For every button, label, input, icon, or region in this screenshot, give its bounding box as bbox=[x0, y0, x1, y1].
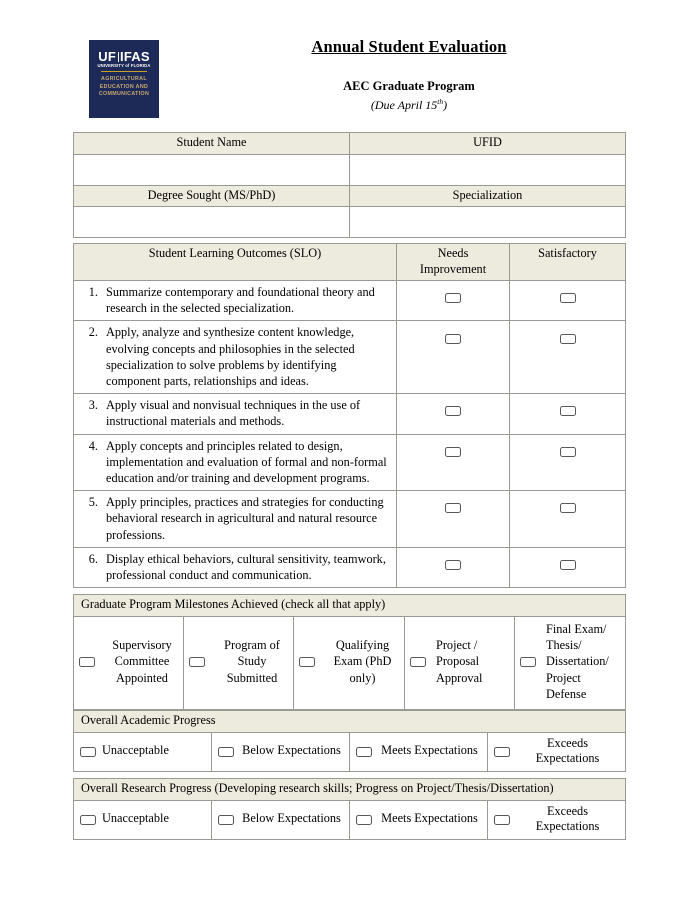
due-suffix: ) bbox=[443, 98, 448, 112]
checkbox-icon[interactable] bbox=[445, 503, 461, 513]
logo-uf-text: UF bbox=[98, 49, 117, 64]
table-row bbox=[74, 321, 626, 394]
student-learning-outcomes-table bbox=[73, 243, 626, 588]
logo-ifas-text: IFAS bbox=[120, 49, 150, 64]
slo-number: 1. bbox=[88, 285, 98, 299]
progress-checkbox[interactable] bbox=[494, 744, 516, 759]
logo-rule bbox=[101, 71, 147, 72]
slo-number: 3. bbox=[88, 398, 98, 413]
needs-improvement-header bbox=[397, 244, 510, 281]
progress-option-cell[interactable] bbox=[74, 800, 212, 839]
slo-satisfactory-checkbox-cell[interactable] bbox=[510, 491, 626, 548]
checkbox-icon[interactable] bbox=[560, 293, 576, 303]
student-identity-table bbox=[73, 132, 626, 238]
checkbox-icon[interactable] bbox=[410, 657, 426, 667]
checkbox-icon[interactable] bbox=[356, 815, 372, 825]
checkbox-icon[interactable] bbox=[560, 560, 576, 570]
slo-needs-improvement-checkbox-cell[interactable] bbox=[397, 394, 510, 434]
milestones-table bbox=[73, 594, 626, 710]
progress-option-label: Unacceptable bbox=[102, 743, 169, 758]
progress-checkbox[interactable] bbox=[80, 744, 102, 759]
slo-number: 2. bbox=[88, 325, 98, 340]
progress-option-label: Exceeds Expectations bbox=[535, 803, 600, 834]
checkbox-icon[interactable] bbox=[560, 447, 576, 457]
table-row bbox=[74, 185, 626, 207]
ufid-input[interactable] bbox=[350, 154, 626, 185]
slo-needs-improvement-checkbox-cell[interactable] bbox=[397, 491, 510, 548]
slo-outcome-cell bbox=[74, 281, 397, 321]
table-row bbox=[74, 547, 626, 587]
progress-option-label: Meets Expectations bbox=[381, 743, 478, 758]
ufid-header: UFID bbox=[350, 133, 626, 155]
checkbox-icon[interactable] bbox=[445, 293, 461, 303]
checkbox-icon[interactable] bbox=[494, 747, 510, 757]
table-row bbox=[74, 434, 626, 491]
logo-department-line-3: COMMUNICATION bbox=[98, 91, 150, 98]
satisfactory-header: Satisfactory bbox=[510, 244, 626, 281]
table-row bbox=[74, 491, 626, 548]
progress-option-label: Below Expectations bbox=[242, 811, 341, 826]
milestone-checkbox[interactable] bbox=[520, 654, 544, 669]
slo-outcome-text: Apply visual and nonvisual techniques in the use of instructional materials and methods. bbox=[106, 398, 361, 429]
checkbox-icon[interactable] bbox=[218, 815, 234, 825]
progress-option-label: Exceeds Expectations bbox=[535, 735, 600, 766]
checkbox-icon[interactable] bbox=[445, 334, 461, 344]
table-header-row bbox=[74, 711, 626, 733]
progress-option-cell[interactable] bbox=[212, 732, 350, 771]
table-row bbox=[74, 154, 626, 185]
milestone-checkbox[interactable] bbox=[410, 654, 434, 669]
needs-improvement-header-line-1: Needs bbox=[437, 246, 469, 260]
progress-option-label: Below Expectations bbox=[242, 743, 341, 758]
table-row bbox=[74, 281, 626, 321]
milestone-label: Program of Study Submitted bbox=[224, 637, 280, 685]
progress-option-cell[interactable] bbox=[74, 732, 212, 771]
logo-divider-bar bbox=[118, 52, 119, 62]
milestones-header: Graduate Program Milestones Achieved (check all that apply) bbox=[74, 595, 626, 617]
slo-number: 4. bbox=[88, 438, 98, 453]
page-title: Annual Student Evaluation bbox=[311, 37, 507, 56]
uf-ifas-logo bbox=[89, 40, 159, 118]
checkbox-icon[interactable] bbox=[445, 560, 461, 570]
table-row bbox=[74, 800, 626, 839]
slo-outcome-text: Apply concepts and principles related to design, implementation and evaluation of formal and non-formal education and/or training and development programs. bbox=[106, 438, 387, 486]
checkbox-icon[interactable] bbox=[560, 334, 576, 344]
progress-option-label: Unacceptable bbox=[102, 811, 169, 826]
progress-checkbox[interactable] bbox=[218, 812, 240, 827]
milestone-checkbox[interactable] bbox=[189, 654, 213, 669]
table-row bbox=[74, 732, 626, 771]
slo-needs-improvement-checkbox-cell[interactable] bbox=[397, 281, 510, 321]
student-name-header: Student Name bbox=[74, 133, 350, 155]
slo-outcome-text: Apply, analyze and synthesize content knowledge, evolving concepts and philosophies in the selected specialization to solve problems by identifying component parts, relationships and ideas. bbox=[106, 325, 355, 389]
progress-option-cell[interactable] bbox=[350, 732, 488, 771]
checkbox-icon[interactable] bbox=[299, 657, 315, 667]
slo-outcome-text: Display ethical behaviors, cultural sensitivity, teamwork, professional conduct and communication. bbox=[106, 551, 386, 583]
slo-satisfactory-checkbox-cell[interactable] bbox=[510, 321, 626, 394]
specialization-input[interactable] bbox=[350, 207, 626, 238]
logo-university-text: UNIVERSITY of FLORIDA bbox=[97, 63, 151, 68]
progress-checkbox[interactable] bbox=[494, 812, 516, 827]
form-header bbox=[73, 36, 625, 126]
slo-outcome-cell bbox=[74, 321, 397, 394]
degree-sought-header: Degree Sought (MS/PhD) bbox=[74, 185, 350, 207]
slo-outcome-text: Summarize contemporary and foundational theory and research in the selected specialization. bbox=[106, 285, 375, 316]
milestone-cell[interactable] bbox=[294, 616, 405, 709]
milestone-label: Supervisory Committee Appointed bbox=[112, 637, 172, 685]
milestone-checkbox[interactable] bbox=[79, 654, 103, 669]
academic-progress-header: Overall Academic Progress bbox=[74, 711, 626, 733]
checkbox-icon[interactable] bbox=[445, 447, 461, 457]
specialization-header: Specialization bbox=[350, 185, 626, 207]
milestone-cell[interactable] bbox=[515, 616, 626, 709]
table-header-row bbox=[74, 779, 626, 801]
milestone-label: Final Exam/ Thesis/ Dissertation/ Project Defense bbox=[546, 621, 609, 702]
slo-needs-improvement-checkbox-cell[interactable] bbox=[397, 321, 510, 394]
slo-satisfactory-checkbox-cell[interactable] bbox=[510, 547, 626, 587]
table-row bbox=[74, 616, 626, 709]
milestone-checkbox[interactable] bbox=[299, 654, 323, 669]
logo-department-line-2: EDUCATION AND bbox=[99, 83, 149, 90]
checkbox-icon[interactable] bbox=[356, 747, 372, 757]
table-row bbox=[74, 207, 626, 238]
degree-sought-input[interactable] bbox=[74, 207, 350, 238]
student-name-input[interactable] bbox=[74, 154, 350, 185]
milestone-cell[interactable] bbox=[184, 616, 294, 709]
milestone-cell[interactable] bbox=[74, 616, 184, 709]
slo-satisfactory-checkbox-cell[interactable] bbox=[510, 434, 626, 491]
table-row bbox=[74, 394, 626, 434]
table-row bbox=[74, 133, 626, 155]
logo-department-line-1: AGRICULTURAL bbox=[101, 76, 147, 82]
progress-option-cell[interactable] bbox=[350, 800, 488, 839]
milestone-label: Qualifying Exam (PhD only) bbox=[333, 637, 392, 685]
checkbox-icon[interactable] bbox=[560, 503, 576, 513]
slo-needs-improvement-checkbox-cell[interactable] bbox=[397, 434, 510, 491]
slo-outcome-text: Apply principles, practices and strategies for conducting behavioral research in agricultural and natural resource professions. bbox=[106, 495, 384, 542]
slo-outcome-cell bbox=[74, 434, 397, 491]
slo-satisfactory-checkbox-cell[interactable] bbox=[510, 394, 626, 434]
checkbox-icon[interactable] bbox=[445, 406, 461, 416]
checkbox-icon[interactable] bbox=[560, 406, 576, 416]
table-header-row bbox=[74, 595, 626, 617]
slo-number: 5. bbox=[88, 495, 98, 510]
due-date-note bbox=[193, 94, 625, 113]
title-block bbox=[193, 36, 625, 113]
checkbox-icon[interactable] bbox=[80, 815, 96, 825]
progress-checkbox[interactable] bbox=[356, 812, 378, 827]
slo-satisfactory-checkbox-cell[interactable] bbox=[510, 281, 626, 321]
slo-outcome-cell bbox=[74, 491, 397, 548]
checkbox-icon[interactable] bbox=[520, 657, 536, 667]
research-progress-table bbox=[73, 778, 626, 840]
slo-header: Student Learning Outcomes (SLO) bbox=[74, 244, 397, 281]
needs-improvement-header-line-2: Improvement bbox=[419, 261, 487, 276]
progress-option-cell[interactable] bbox=[488, 800, 626, 839]
progress-option-label: Meets Expectations bbox=[381, 811, 478, 826]
due-ordinal-suffix: th bbox=[437, 97, 444, 106]
checkbox-icon[interactable] bbox=[80, 747, 96, 757]
slo-outcome-cell bbox=[74, 394, 397, 434]
milestone-cell[interactable] bbox=[405, 616, 515, 709]
milestone-label: Project / Proposal Approval bbox=[436, 637, 483, 685]
slo-outcome-cell bbox=[74, 547, 397, 587]
due-prefix: (Due April 15 bbox=[370, 98, 438, 112]
research-progress-header: Overall Research Progress (Developing research skills; Progress on Project/Thesis/Dissertation) bbox=[74, 779, 626, 801]
progress-checkbox[interactable] bbox=[218, 744, 240, 759]
slo-needs-improvement-checkbox-cell[interactable] bbox=[397, 547, 510, 587]
progress-checkbox[interactable] bbox=[80, 812, 102, 827]
progress-option-cell[interactable] bbox=[488, 732, 626, 771]
progress-option-cell[interactable] bbox=[212, 800, 350, 839]
checkbox-icon[interactable] bbox=[494, 815, 510, 825]
checkbox-icon[interactable] bbox=[189, 657, 205, 667]
checkbox-icon[interactable] bbox=[218, 747, 234, 757]
academic-progress-table bbox=[73, 710, 626, 772]
progress-checkbox[interactable] bbox=[356, 744, 378, 759]
table-header-row bbox=[74, 244, 626, 281]
slo-number: 6. bbox=[88, 551, 98, 566]
checkbox-icon[interactable] bbox=[79, 657, 95, 667]
logo-uf-ifas-wordmark bbox=[89, 50, 159, 63]
page-subtitle: AEC Graduate Program bbox=[343, 79, 475, 93]
